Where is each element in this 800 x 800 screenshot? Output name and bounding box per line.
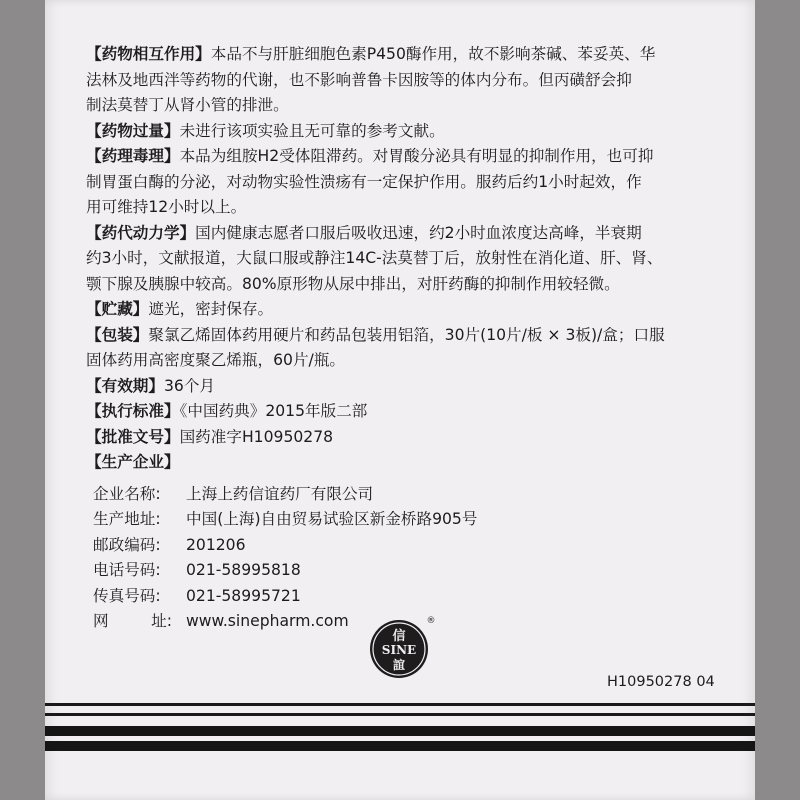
info-label: 电话号码: — [93, 561, 161, 579]
info-label: 传真号码: — [93, 586, 161, 605]
info-label: 企业名称: — [93, 484, 161, 503]
product-code: H10950278 04 — [607, 674, 715, 690]
leaflet-content — [86, 42, 726, 635]
section-packaging — [86, 323, 726, 374]
section-line: 国内健康志愿者口服后吸收迅速，约2小时血浓度达高峰，半衰期 — [195, 223, 642, 242]
section-overdose — [86, 119, 726, 145]
section-line: 用可维持12小时以上。 — [86, 198, 247, 216]
section-line: 遮光，密封保存。 — [148, 300, 274, 318]
section-pharmacokinetics — [86, 221, 726, 298]
logo-top-text: 信 — [392, 629, 406, 644]
section-manufacturer — [86, 450, 726, 476]
section-line: 固体药用高密度聚乙烯瓶，60片/瓶。 — [86, 351, 346, 369]
section-drug-interactions — [86, 42, 726, 119]
divider-stripe — [45, 703, 755, 706]
section-title: 【有效期】 — [86, 376, 164, 395]
section-title: 【药理毒理】 — [86, 147, 180, 165]
divider-stripe — [45, 713, 755, 716]
section-line: 制法莫替丁从肾小管的排泄。 — [86, 96, 289, 114]
section-line: 聚氯乙烯固体药用硬片和药品包装用铝箔，30片(10片/板 × 3板)/盒；口服 — [148, 325, 665, 344]
leaflet-sheet — [45, 0, 755, 800]
company-name-row — [86, 482, 726, 508]
info-label — [86, 609, 172, 635]
section-line: 本品为组胺H2受体阻滞药。对胃酸分泌具有明显的抑制作用，也可抑 — [179, 147, 654, 165]
info-label: 生产地址: — [93, 510, 161, 528]
registered-mark: ® — [426, 616, 436, 626]
section-title: 【批准文号】 — [86, 427, 180, 446]
section-line: 未进行该项实验且无可靠的参考文献。 — [179, 121, 445, 140]
section-line: 制胃蛋白酶的分泌，对动物实验性溃疡有一定保护作用。服药后约1小时起效，作 — [86, 172, 642, 191]
sine-logo — [367, 611, 437, 681]
divider-stripe — [45, 741, 755, 751]
section-line: 本品不与肝脏细胞色素P450酶作用，故不影响茶碱、苯妥英、华 — [210, 45, 656, 63]
section-storage — [86, 297, 726, 323]
section-line: 国药准字H10950278 — [179, 427, 334, 446]
website-link[interactable]: www.sinepharm.com — [186, 612, 349, 630]
company-fax-row — [86, 584, 726, 610]
section-standard — [86, 399, 726, 425]
company-address-row — [86, 507, 726, 533]
section-line: 约3小时，文献报道，大鼠口服或静注14C-法莫替丁后，放射性在消化道、肝、肾、 — [86, 249, 663, 267]
info-value: 上海上药信谊药厂有限公司 — [186, 484, 374, 503]
company-postcode-row — [86, 533, 726, 559]
section-line: 法林及地西泮等药物的代谢，也不影响普鲁卡因胺等的体内分布。但丙磺舒会抑 — [86, 70, 632, 89]
section-line: 颚下腺及胰腺中较高。80%原形物从尿中排出，对肝药酶的抑制作用较轻微。 — [86, 274, 620, 293]
section-line: 36个月 — [163, 376, 216, 395]
info-value: 201206 — [186, 535, 246, 554]
section-title: 【药物过量】 — [86, 121, 180, 140]
section-title: 【药物相互作用】 — [86, 45, 211, 63]
info-label: 邮政编码: — [93, 535, 161, 554]
info-value: 中国(上海)自由贸易试验区新金桥路905号 — [186, 510, 478, 528]
section-title: 【生产企业】 — [86, 453, 180, 471]
logo-middle-text: SINE — [381, 643, 417, 657]
section-title: 【贮藏】 — [86, 300, 149, 318]
section-validity — [86, 374, 726, 400]
section-title: 【包装】 — [86, 325, 149, 344]
section-title: 【执行标准】 — [86, 402, 180, 420]
info-value: 021-58995818 — [186, 561, 301, 579]
section-title: 【药代动力学】 — [86, 223, 196, 242]
info-label-part: 网 — [93, 612, 109, 630]
info-value: 021-58995721 — [186, 586, 301, 605]
logo-bottom-text: 誼 — [392, 658, 406, 672]
info-label-part: 址: — [151, 612, 172, 630]
section-pharmacology — [86, 144, 726, 221]
company-phone-row — [86, 558, 726, 584]
section-approval-number — [86, 425, 726, 451]
divider-stripe — [45, 726, 755, 736]
section-line: 《中国药典》2015年版二部 — [179, 402, 368, 420]
